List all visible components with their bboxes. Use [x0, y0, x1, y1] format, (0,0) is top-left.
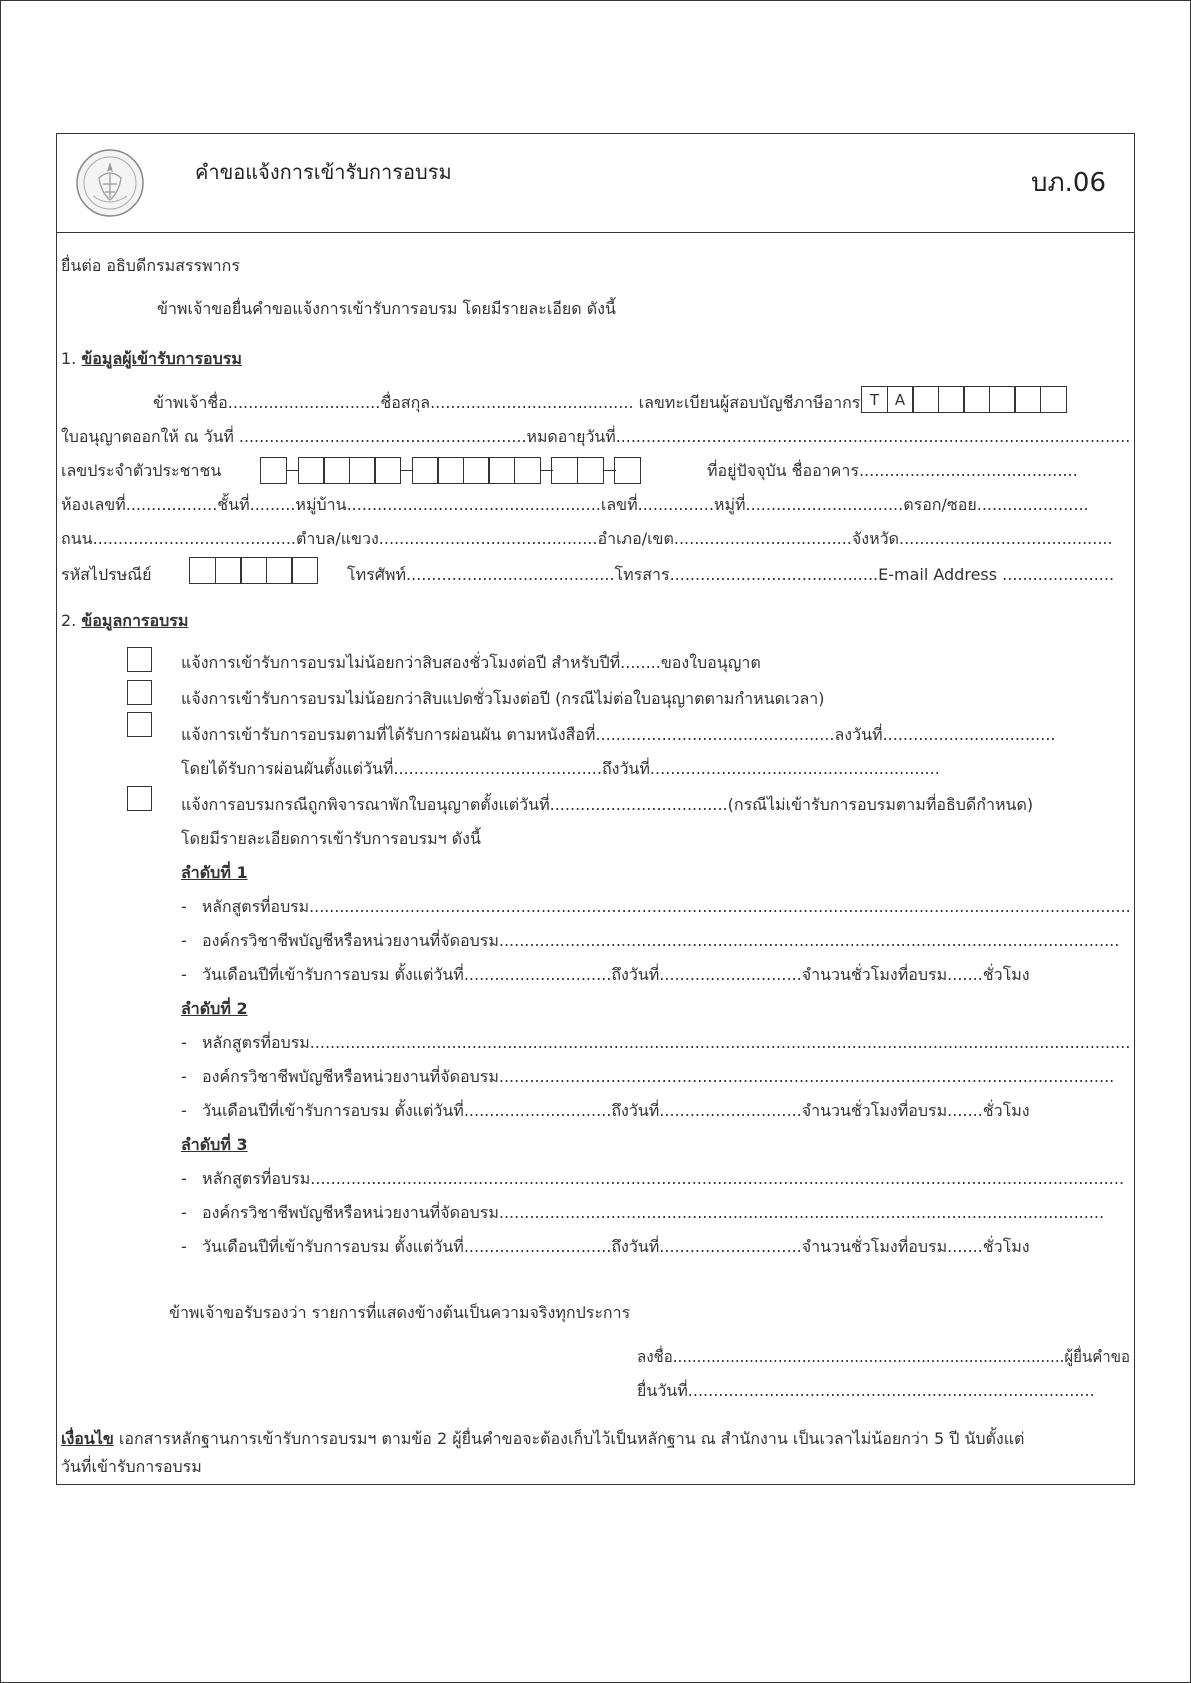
form-header	[57, 134, 1134, 233]
id-label: เลขประจำตัวประชาชน	[61, 461, 222, 480]
entry-dates[interactable]: - วันเดือนปีที่เข้ารับการอบรม ตั้งแต่วันที่.............................ถึงวันที่............................จำนวนชั่วโมงที่อบรม.......ชั่วโมง	[181, 1237, 1030, 1256]
entry-organization[interactable]: - องค์กรวิชาชีพบัญชีหรือหน่วยงานที่จัดอบรม.......................................................................................................................	[181, 1203, 1105, 1222]
section1-title: ข้อมูลผู้เข้ารับการอบรม	[81, 349, 242, 368]
section1-number: 1.	[61, 349, 77, 368]
id-digit-box[interactable]	[577, 457, 604, 484]
entry-heading: ลำดับที่ 3	[181, 1135, 248, 1154]
form-code: บภ.06	[1031, 168, 1106, 198]
ta-box-a: A	[887, 386, 914, 413]
digit-box[interactable]	[989, 386, 1016, 413]
id-digit-box[interactable]	[488, 457, 515, 484]
id-digit-box[interactable]	[349, 457, 376, 484]
option-checkbox[interactable]	[127, 680, 152, 705]
id-digit-box[interactable]	[551, 457, 578, 484]
digit-box[interactable]	[1040, 386, 1067, 413]
id-digit-box[interactable]	[412, 457, 439, 484]
postal-digit-box[interactable]	[240, 557, 267, 584]
digit-box[interactable]	[938, 386, 965, 413]
signature-line[interactable]: ลงชื่อ..................................................................................ผู้ยื่นคำขอ	[637, 1347, 1131, 1366]
id-digit-box[interactable]	[374, 457, 401, 484]
entry-heading: ลำดับที่ 2	[181, 999, 248, 1018]
section2-heading	[61, 609, 188, 634]
entry-course[interactable]: - หลักสูตรที่อบรม...................................................................................................................................................................	[181, 897, 1131, 916]
section2-title: ข้อมูลการอบรม	[81, 611, 189, 630]
license-line[interactable]: ใบอนุญาตออกให้ ณ วันที่ .........................................................หมดอายุวันที่......................................................................................................	[61, 427, 1131, 446]
postal-digit-box[interactable]	[266, 557, 293, 584]
option-continuation: โดยได้รับการผ่อนผันตั้งแต่วันที่.........................................ถึงวันที่.........................................................	[181, 759, 940, 778]
digit-box[interactable]	[963, 386, 990, 413]
option-checkbox[interactable]	[127, 786, 152, 811]
submit-date-line[interactable]: ยื่นวันที่................................................................................	[637, 1381, 1095, 1400]
option-text: แจ้งการเข้ารับการอบรมไม่น้อยกว่าสิบสองชั่วโมงต่อปี สำหรับปีที่........ของใบอนุญาต	[181, 653, 761, 672]
id-digit-box[interactable]	[323, 457, 350, 484]
detail-intro: โดยมีรายละเอียดการเข้ารับการอบรมฯ ดังนี้	[181, 829, 481, 848]
id-digit-box[interactable]	[463, 457, 490, 484]
section1-heading	[61, 347, 242, 372]
entry-organization[interactable]: - องค์กรวิชาชีพบัญชีหรือหน่วยงานที่จัดอบรม.........................................................................................................................	[181, 1067, 1115, 1086]
form	[56, 133, 1135, 1485]
addressee: ยื่นต่อ อธิบดีกรมสรรพากร	[61, 256, 240, 275]
condition-note	[61, 1427, 1024, 1452]
postal-label: รหัสไปรษณีย์	[61, 565, 152, 584]
option-checkbox[interactable]	[127, 712, 152, 737]
digit-box[interactable]	[912, 386, 939, 413]
postal-code-boxes	[189, 557, 318, 584]
section2-number: 2.	[61, 611, 77, 630]
entry-heading: ลำดับที่ 1	[181, 863, 248, 882]
contact-line[interactable]: โทรศัพท์.........................................โทรสาร.........................................E-mail Address ......................	[347, 565, 1115, 584]
condition-text: เอกสารหลักฐานการเข้ารับการอบรมฯ ตามข้อ 2 ผู้ยื่นคำขอจะต้องเก็บไว้เป็นหลักฐาน ณ สำนักงาน เป็นเวลาไม่น้อยกว่า 5 ปี นับตั้งแต่	[113, 1429, 1025, 1448]
postal-digit-box[interactable]	[215, 557, 242, 584]
option-text: แจ้งการอบรมกรณีถูกพิจารณาพักใบอนุญาตตั้งแต่วันที่...................................(กรณีไม่เข้ารับการอบรมตามที่อธิบดีกำหนด)	[181, 795, 1034, 814]
revenue-department-seal-icon	[75, 148, 145, 218]
intro-statement: ข้าพเจ้าขอยื่นคำขอแจ้งการเข้ารับการอบรม โดยมีรายละเอียด ดังนี้	[157, 299, 616, 318]
id-digit-box[interactable]	[514, 457, 541, 484]
certification-statement: ข้าพเจ้าขอรับรองว่า รายการที่แสดงข้างต้นเป็นความจริงทุกประการ	[169, 1303, 631, 1322]
address-line[interactable]: ห้องเลขที่..................ชั้นที่.........หมู่บ้าน..................................................เลขที่...............หมู่ที่...............................ตรอก/ซอย......................	[61, 495, 1089, 514]
entry-dates[interactable]: - วันเดือนปีที่เข้ารับการอบรม ตั้งแต่วันที่.............................ถึงวันที่............................จำนวนชั่วโมงที่อบรม.......ชั่วโมง	[181, 965, 1030, 984]
ta-box-t: T	[861, 386, 888, 413]
condition-continuation: วันที่เข้ารับการอบรม	[61, 1457, 202, 1476]
postal-digit-box[interactable]	[189, 557, 216, 584]
entry-dates[interactable]: - วันเดือนปีที่เข้ารับการอบรม ตั้งแต่วันที่.............................ถึงวันที่............................จำนวนชั่วโมงที่อบรม.......ชั่วโมง	[181, 1101, 1030, 1120]
option-checkbox[interactable]	[127, 647, 152, 672]
id-digit-box[interactable]	[614, 457, 641, 484]
postal-digit-box[interactable]	[291, 557, 318, 584]
citizen-id-boxes	[260, 457, 641, 484]
address-line-2[interactable]: ถนน........................................ตำบล/แขวง...........................................อำเภอ/เขต...................................จังหวัด..........................................	[61, 529, 1113, 548]
entry-organization[interactable]: - องค์กรวิชาชีพบัญชีหรือหน่วยงานที่จัดอบรม..........................................................................................................................	[181, 931, 1120, 950]
option-text: แจ้งการเข้ารับการอบรมตามที่ได้รับการผ่อนผัน ตามหนังสือที่...............................................ลงวันที่..................................	[181, 725, 1056, 744]
digit-box[interactable]	[1014, 386, 1041, 413]
id-digit-box[interactable]	[437, 457, 464, 484]
entry-course[interactable]: - หลักสูตรที่อบรม................................................................................................................................................................	[181, 1169, 1125, 1188]
tax-auditor-number-boxes	[861, 386, 1067, 413]
option-text: แจ้งการเข้ารับการอบรมไม่น้อยกว่าสิบแปดชั่วโมงต่อปี (กรณีไม่ต่อใบอนุญาตตามกำหนดเวลา)	[181, 689, 825, 708]
address-building[interactable]: ที่อยู่ปัจจุบัน ชื่ออาคาร...........................................	[707, 461, 1078, 480]
condition-label: เงื่อนไข	[61, 1429, 114, 1448]
entry-course[interactable]: - หลักสูตรที่อบรม..................................................................................................................................................................	[181, 1033, 1131, 1052]
id-digit-box[interactable]	[298, 457, 325, 484]
name-line[interactable]: ข้าพเจ้าชื่อ..............................ชื่อสกุล........................................ เลขทะเบียนผู้สอบบัญชีภาษีอากร	[153, 393, 861, 412]
id-digit-box[interactable]	[260, 457, 287, 484]
form-title: คำขอแจ้งการเข้ารับการอบรม	[195, 160, 452, 184]
